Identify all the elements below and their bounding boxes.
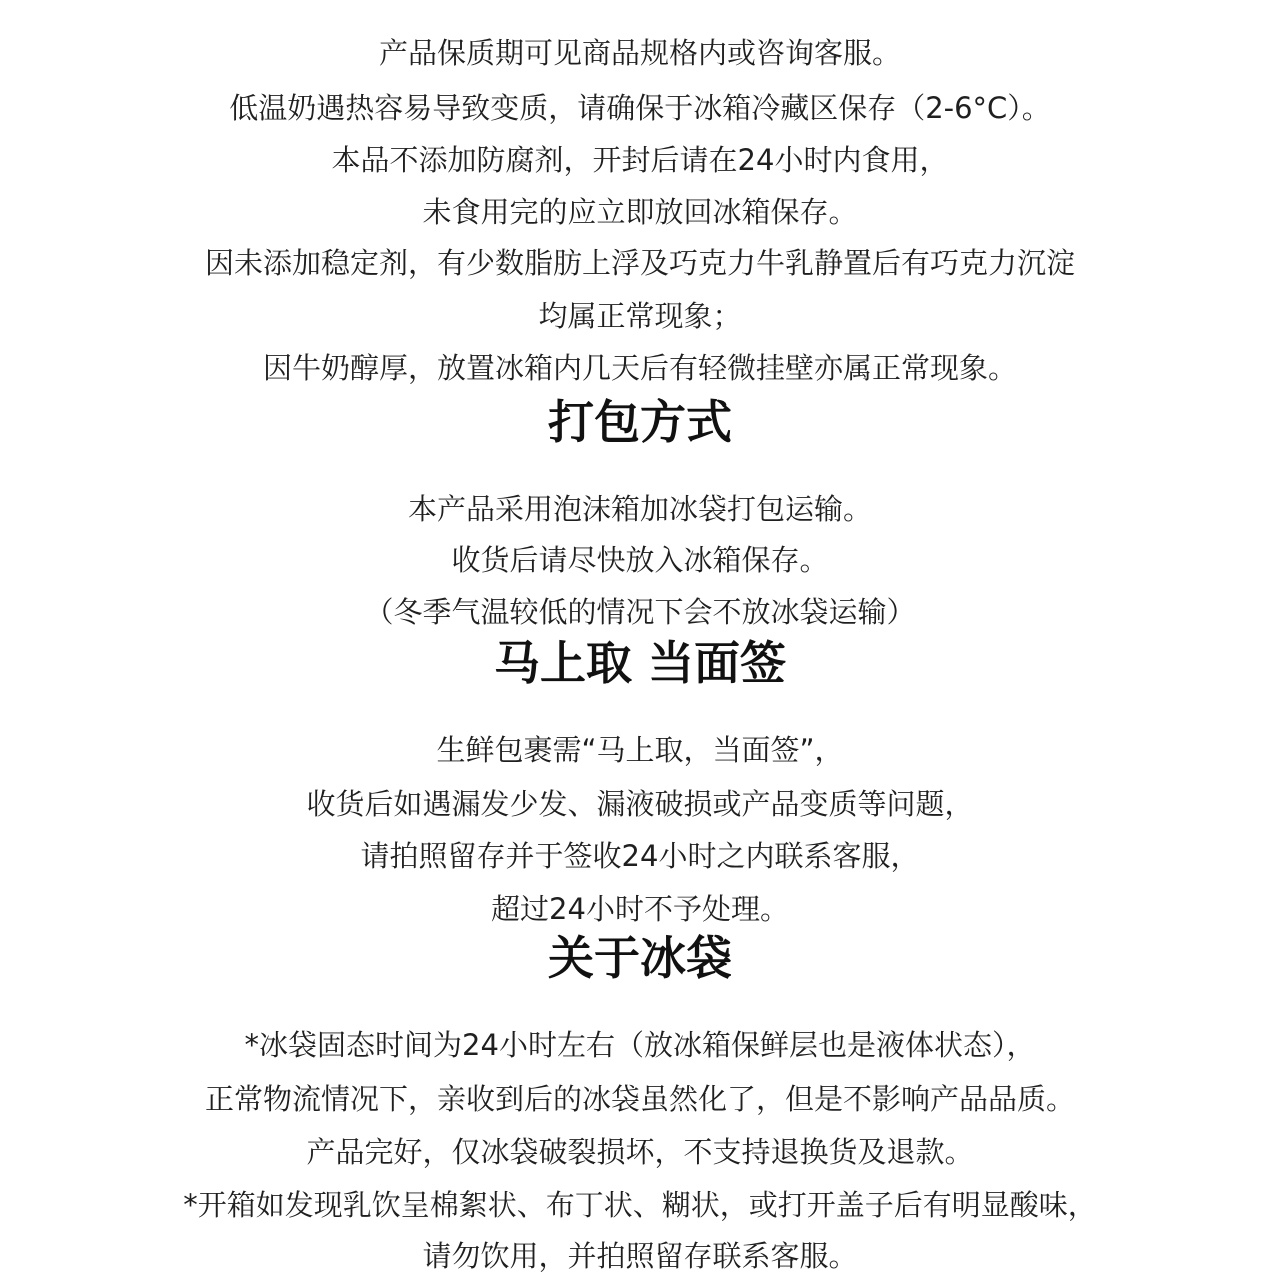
storage-line-sediment: 因未添加稳定剂，有少数脂肪上浮及巧克力牛乳静置后有巧克力沉淀 [204,246,1075,280]
packing-line-foam-box: 本产品采用泡沫箱加冰袋打包运输。 [407,492,872,526]
packing-heading: 打包方式 [548,395,732,449]
signing-line-contact: 请拍照留存并于签收24小时之内联系客服， [360,839,920,873]
storage-line-no-preservative: 本品不添加防腐剂，开封后请在24小时内食用， [331,143,949,177]
storage-line-wall-hanging: 因牛奶醇厚，放置冰箱内几天后有轻微挂壁亦属正常现象。 [262,351,1017,385]
signing-heading: 马上取 当面签 [493,636,786,690]
icepack-heading: 关于冰袋 [548,931,732,985]
packing-line-store-quickly: 收货后请尽快放入冰箱保存。 [451,543,829,577]
icepack-line-melted: 正常物流情况下，亲收到后的冰袋虽然化了，但是不影响产品品质。 [204,1082,1075,1116]
icepack-line-spoiled: *开箱如发现乳饮呈棉絮状、布丁状、糊状，或打开盖子后有明显酸味， [183,1188,1097,1222]
signing-line-fresh-package: 生鲜包裹需“马上取，当面签”， [436,733,844,767]
signing-line-problems: 收货后如遇漏发少发、漏液破损或产品变质等问题， [306,787,974,821]
icepack-line-solid-time: *冰袋固态时间为24小时左右（放冰箱保鲜层也是液体状态）， [244,1028,1036,1062]
storage-line-normal: 均属正常现象； [538,299,742,333]
storage-line-temperature: 低温奶遇热容易导致变质，请确保于冰箱冷藏区保存（2-6°C）。 [229,91,1051,125]
packing-line-winter: （冬季气温较低的情况下会不放冰袋运输） [364,595,916,629]
storage-line-return-to-fridge: 未食用完的应立即放回冰箱保存。 [422,195,858,229]
storage-line-shelf-life: 产品保质期可见商品规格内或咨询客服。 [378,36,901,70]
icepack-line-no-refund: 产品完好，仅冰袋破裂损坏，不支持退换货及退款。 [306,1135,974,1169]
signing-line-deadline: 超过24小时不予处理。 [491,892,789,926]
icepack-line-do-not-drink: 请勿饮用，并拍照留存联系客服。 [422,1239,858,1273]
